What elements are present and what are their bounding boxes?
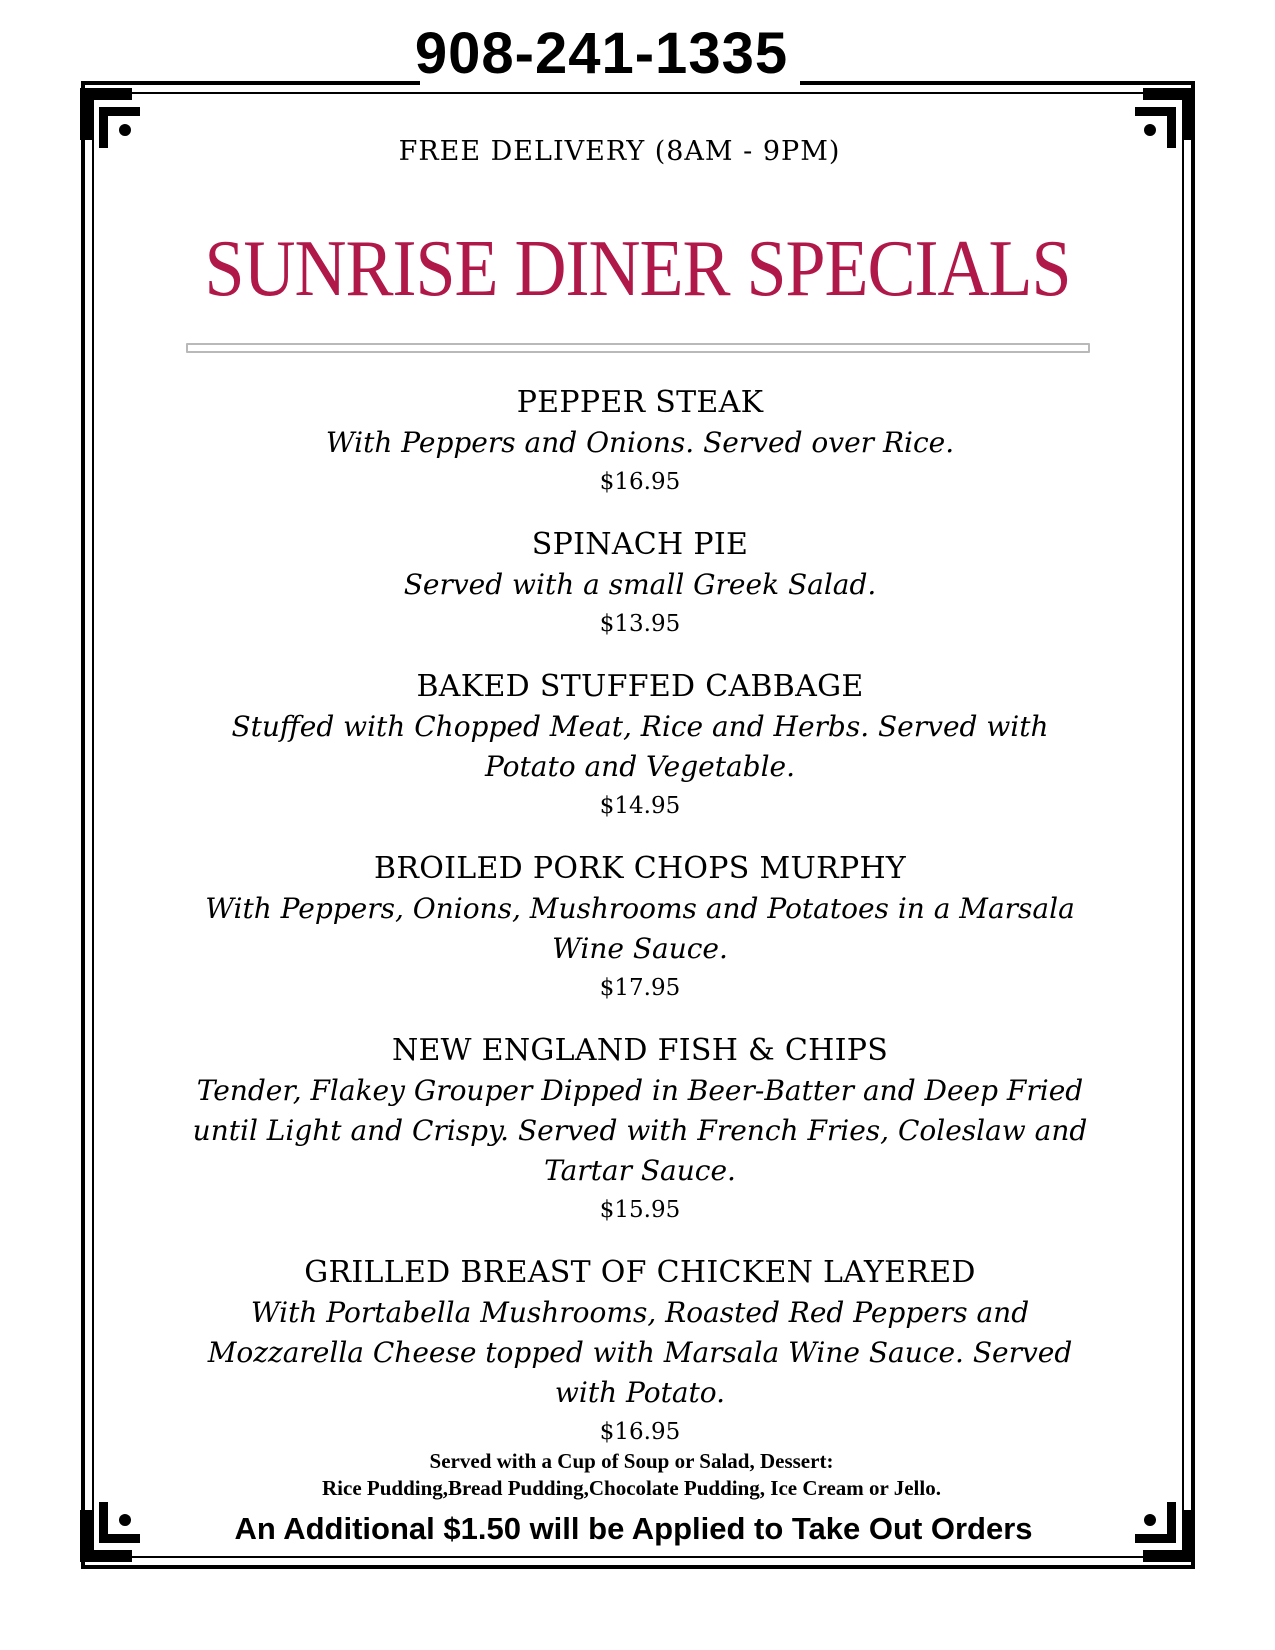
menu-item	[180, 383, 1100, 501]
item-description: Served with a small Greek Salad.	[403, 568, 877, 601]
menu-item	[180, 667, 1100, 825]
menu-item	[180, 525, 1100, 643]
item-name: SPINACH PIE	[531, 527, 749, 562]
item-description: With Portabella Mushrooms, Roasted Red Peppers and Mozzarella Cheese topped with Marsala Wine Sauce. Served with Potato.	[207, 1296, 1073, 1409]
item-description: Stuffed with Chopped Meat, Rice and Herbs. Served with Potato and Vegetable.	[231, 710, 1049, 783]
delivery-hours: FREE DELIVERY (8AM - 9PM)	[398, 136, 841, 167]
item-name: GRILLED BREAST OF CHICKEN LAYERED	[304, 1255, 976, 1290]
item-name: BAKED STUFFED CABBAGE	[416, 669, 864, 704]
item-price: $16.95	[599, 469, 681, 495]
item-price: $15.95	[599, 1197, 681, 1223]
menu-item	[180, 1253, 1100, 1451]
phone-number: 908-241-1335	[414, 21, 789, 86]
item-price: $14.95	[599, 793, 681, 819]
included-line-2: Rice Pudding,Bread Pudding,Chocolate Pudding, Ice Cream or Jello.	[322, 1476, 941, 1500]
item-price: $13.95	[599, 611, 681, 637]
specials-list	[180, 383, 1100, 1475]
item-description: With Peppers, Onions, Mushrooms and Potatoes in a Marsala Wine Sauce.	[205, 892, 1075, 965]
title-divider	[186, 343, 1090, 353]
included-line-1: Served with a Cup of Soup or Salad, Dessert:	[429, 1449, 834, 1473]
item-name: BROILED PORK CHOPS MURPHY	[373, 851, 907, 886]
menu-item	[180, 1031, 1100, 1229]
page-title: SUNRISE DINER SPECIALS	[204, 223, 1071, 313]
menu-item	[180, 849, 1100, 1007]
item-price: $17.95	[599, 975, 681, 1001]
item-name: PEPPER STEAK	[516, 385, 764, 420]
included-sides-note	[0, 1448, 1275, 1502]
item-name: NEW ENGLAND FISH & CHIPS	[391, 1033, 889, 1068]
item-description: With Peppers and Onions. Served over Rice.	[325, 426, 955, 459]
item-description: Tender, Flakey Grouper Dipped in Beer-Batter and Deep Fried until Light and Crispy. Served with French Fries, Coleslaw and Tartar Sauce.	[192, 1074, 1088, 1187]
item-price: $16.95	[599, 1419, 681, 1445]
takeout-surcharge-note: An Additional $1.50 will be Applied to Take Out Orders	[234, 1511, 1033, 1546]
